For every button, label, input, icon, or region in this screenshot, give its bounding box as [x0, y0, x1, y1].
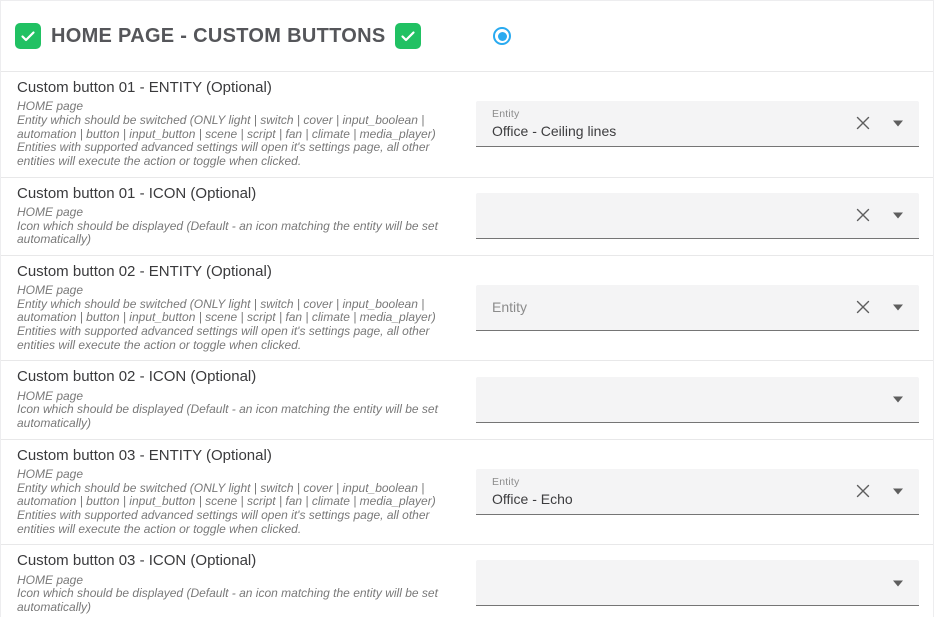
row-title: Custom button 03 - ENTITY (Optional) — [17, 446, 272, 464]
chevron-down-icon[interactable] — [893, 489, 903, 495]
description-line: HOME page — [17, 283, 84, 298]
config-row — [1, 71, 933, 177]
checkbox-checked-icon[interactable] — [15, 23, 41, 49]
radio-dot — [498, 32, 507, 41]
select-text — [492, 560, 849, 605]
row-title: Custom button 01 - ICON (Optional) — [17, 184, 257, 202]
description-line: Entity which should be switched (ONLY light | switch | cover | input_boolean | automation | button | input_button | scene | script | fan | climate | media_player) — [17, 480, 436, 509]
row-text — [1, 368, 461, 430]
chevron-down-icon[interactable] — [893, 213, 903, 219]
select-value: Office - Ceiling lines — [492, 122, 617, 139]
page-header — [1, 1, 933, 71]
description-line: Entity which should be switched (ONLY light | switch | cover | input_boolean | automation | button | input_button | scene | script | fan | climate | media_player) — [17, 112, 436, 141]
entity-select[interactable] — [476, 285, 919, 331]
entity-select[interactable] — [476, 469, 919, 515]
description-line: Entities with supported advanced settings will open it's settings page, all other entities will execute the action or toggle when clicked. — [17, 508, 430, 536]
row-field-area — [461, 193, 933, 239]
entity-select[interactable] — [476, 193, 919, 239]
clear-icon[interactable] — [855, 207, 871, 223]
chevron-down-icon[interactable] — [893, 121, 903, 127]
page-title: HOME PAGE - CUSTOM BUTTONS — [51, 24, 386, 47]
description-line: HOME page — [17, 572, 84, 587]
row-field-area — [461, 101, 933, 147]
description-line: HOME page — [17, 99, 84, 114]
row-title: Custom button 03 - ICON (Optional) — [17, 552, 257, 570]
entity-select[interactable] — [476, 101, 919, 147]
entity-select[interactable] — [476, 377, 919, 423]
description-line: Entity which should be switched (ONLY light | switch | cover | input_boolean | automation | button | input_button | scene | script | fan | climate | media_player) — [17, 296, 436, 325]
checkmark-icon — [20, 28, 36, 44]
description-line: HOME page — [17, 467, 84, 481]
select-text — [492, 469, 849, 514]
row-description — [17, 390, 461, 431]
row-text — [1, 185, 461, 247]
select-value: Office - Echo — [492, 490, 573, 507]
select-text — [492, 377, 849, 422]
row-field-area — [461, 560, 933, 606]
select-text — [492, 193, 849, 238]
description-line: Icon which should be displayed (Default - an icon matching the entity will be set automatically) — [17, 586, 438, 614]
row-title: Custom button 02 - ICON (Optional) — [17, 368, 257, 386]
row-text — [1, 79, 461, 169]
select-placeholder: Entity — [492, 299, 528, 316]
select-label: Entity — [492, 107, 520, 120]
chevron-down-icon[interactable] — [893, 305, 903, 311]
row-field-area — [461, 377, 933, 423]
description-line: Icon which should be displayed (Default - an icon matching the entity will be set automatically) — [17, 218, 438, 247]
checkmark-icon — [400, 28, 416, 44]
description-line: HOME page — [17, 388, 84, 403]
clear-icon[interactable] — [855, 115, 871, 131]
chevron-down-icon[interactable] — [893, 397, 903, 403]
row-description — [17, 206, 461, 247]
row-field-area — [461, 285, 933, 331]
description-line: Entities with supported advanced settings will open it's settings page, all other entities will execute the action or toggle when clicked. — [17, 140, 430, 168]
row-description — [17, 284, 461, 352]
description-line: Entities with supported advanced settings will open it's settings page, all other entities will execute the action or toggle when clicked. — [17, 324, 430, 352]
row-title: Custom button 01 - ENTITY (Optional) — [17, 79, 272, 96]
row-text — [1, 552, 461, 614]
row-description — [17, 468, 461, 536]
select-label: Entity — [492, 475, 520, 488]
radio-selected-icon[interactable] — [493, 27, 511, 45]
row-description — [17, 100, 461, 168]
description-line: HOME page — [17, 204, 84, 219]
clear-icon[interactable] — [855, 483, 871, 499]
config-row — [1, 177, 933, 255]
chevron-down-icon[interactable] — [893, 580, 903, 586]
row-field-area — [461, 469, 933, 515]
row-text — [1, 447, 461, 537]
entity-select[interactable] — [476, 560, 919, 606]
checkbox-checked-icon[interactable] — [395, 23, 421, 49]
select-text — [492, 285, 849, 330]
config-row — [1, 360, 933, 438]
description-line: Icon which should be displayed (Default - an icon matching the entity will be set automatically) — [17, 402, 438, 431]
row-text — [1, 263, 461, 353]
row-title: Custom button 02 - ENTITY (Optional) — [17, 262, 272, 280]
sections-list — [1, 71, 933, 617]
config-row — [1, 439, 933, 545]
clear-icon[interactable] — [855, 299, 871, 315]
row-description — [17, 574, 461, 615]
select-text — [492, 101, 849, 146]
config-row — [1, 255, 933, 361]
config-row — [1, 544, 933, 617]
